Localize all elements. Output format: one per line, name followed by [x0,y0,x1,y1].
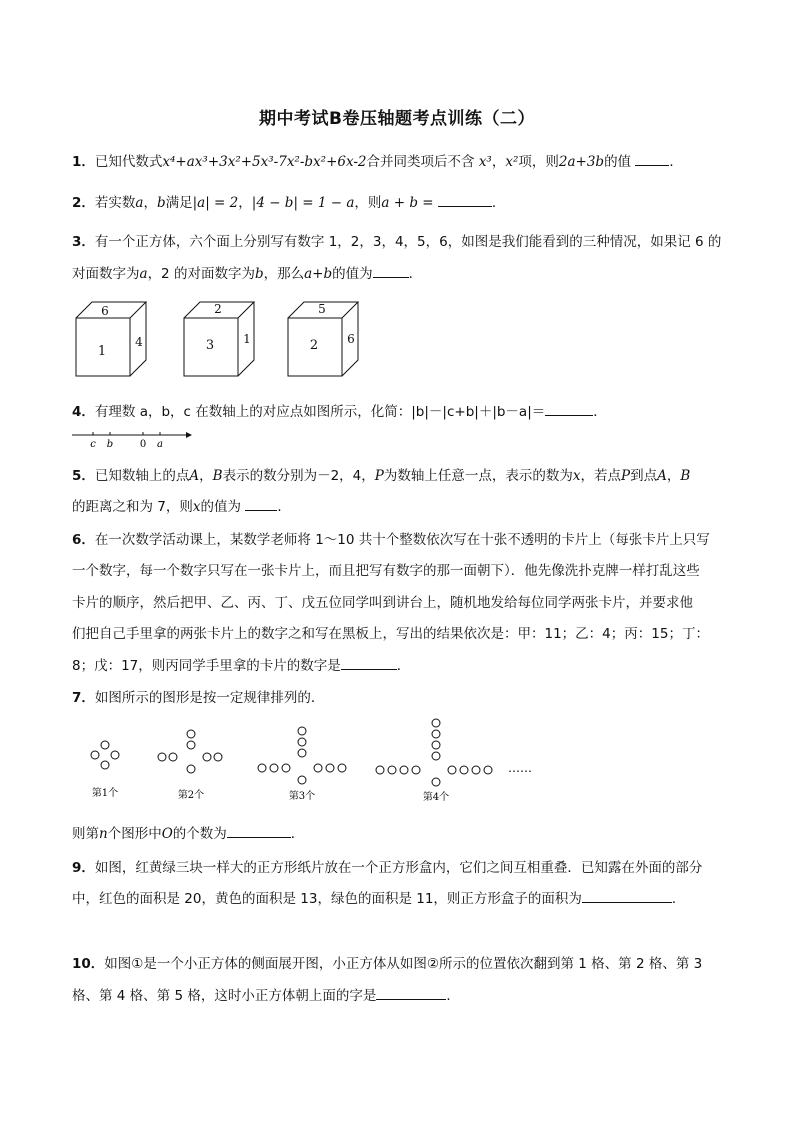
cube-2 [184,302,254,376]
circle-pattern-figure [80,712,540,806]
question-9-line-1: 9．如图，红黄绿三块一样大的正方形纸片放在一个正方形盒内，它们之间互相重叠．已知露在外面的部分 [72,860,703,876]
axis-label-c: c [90,439,96,450]
cube-1 [76,302,146,376]
question-6-line-3: 卡片的顺序，然后把甲、乙、丙、丁、戊五位同学叫到讲台上，随机地发给每位同学两张卡片，并要求他 [72,595,693,611]
arrow-icon [186,432,192,438]
question-number: 3． [72,234,95,250]
cube-1-front: 1 [97,344,107,359]
cubes-figure [72,298,372,388]
axis-label-a: a [157,439,163,450]
cube-2-top: 2 [214,302,222,316]
pattern-2 [158,730,222,773]
question-10-line-1: 10．如图①是一个小正方体的侧面展开图，小正方体从如图②所示的位置依次翻到第 1 格、第 2 格、第 3 [72,956,703,972]
pattern-3-label: 第3个 [288,791,316,802]
cube-3-side: 6 [347,332,355,346]
question-5-line-2: 的距离之和为 7，则x的值为 ． [72,499,291,515]
question-number: 9． [72,860,95,876]
answer-blank [227,825,291,838]
question-number: 5． [72,468,95,484]
question-6-line-1: 6．在一次数学活动课上，某数学老师将 1～10 共十个整数依次写在十张不透明的卡片上（每张卡片上只写 [72,532,710,548]
question-number: 10． [72,956,105,972]
pattern-1 [91,741,119,769]
polynomial: x⁴+ax³+3x²+5x³-7x²-bx²+6x-2 [162,154,367,170]
answer-blank [341,657,397,670]
axis-label-b: b [106,439,114,450]
cube-3-top: 5 [318,302,326,316]
question-7-ask: 则第n个图形中O的个数为 ． [72,826,305,842]
question-4: 4．有理数 a，b，c 在数轴上的对应点如图所示，化简：|b|－|c+b|＋|b－a|＝ ． [72,404,607,420]
answer-blank [438,194,492,207]
answer-blank [376,987,446,1000]
question-number: 2． [72,195,95,211]
question-7: 7．如图所示的图形是按一定规律排列的． [72,690,325,706]
question-number: 4． [72,404,95,420]
pattern-4 [376,719,492,786]
number-line [72,428,196,450]
pattern-4-label: 第4个 [422,792,450,803]
cube-3-front: 2 [309,338,319,353]
question-5-line-1: 5．已知数轴上的点A，B表示的数分别为－2，4，P为数轴上任意一点，表示的数为x，若点P到点A，B [72,468,691,484]
question-number: 1． [72,154,95,170]
question-1: 1．已知代数式x⁴+ax³+3x²+5x³-7x²-bx²+6x-2合并同类项后不含 x³，x²项，则2a+3b的值 ． [72,154,683,170]
cube-1-side: 4 [135,335,143,349]
cube-2-side: 1 [243,332,251,346]
pattern-1-label: 第1个 [91,788,119,799]
ellipsis: …… [508,761,532,775]
answer-blank [545,403,593,416]
question-number: 7． [72,690,95,706]
question-number: 6． [72,532,95,548]
question-3-line-2: 对面数字为a，2 的对面数字为b，那么a+b的值为 ． [72,266,423,282]
cube-3 [288,302,358,376]
question-6-line-5: 8；戊：17，则丙同学手里拿的卡片的数字是 ． [72,658,411,674]
axis-label-0: 0 [139,439,147,450]
pattern-3 [258,727,346,784]
condition-1: |a| = 2 [192,195,239,211]
answer-blank [635,153,669,166]
pattern-2-label: 第2个 [177,790,205,801]
cube-2-front: 3 [205,338,215,353]
question-6-line-2: 一个数字，每一个数字只写在一张卡片上，而且把写有数字的那一面朝下）．他先像洗扑克牌一样打乱这些 [72,563,700,579]
question-6-line-4: 们把自己手里拿的两张卡片上的数字之和写在黑板上，写出的结果依次是：甲：11；乙：4；丙：15；丁： [72,626,709,642]
question-2: 2．若实数a，b满足|a| = 2，|4 − b| = 1 − a，则a + b = ． [72,195,506,211]
question-9-line-2: 中，红色的面积是 20，黄色的面积是 13，绿色的面积是 11，则正方形盒子的面积为 ． [72,891,686,907]
answer-blank [245,498,277,511]
page-title: 期中考试B卷压轴题考点训练（二） [259,109,535,129]
answer-blank [582,890,672,903]
question-3-line-1: 3．有一个正方体，六个面上分别写有数字 1，2，3，4，5，6，如图是我们能看到的三种情况，如果记 6 的 [72,234,722,250]
answer-blank [373,265,409,278]
cube-1-top: 6 [101,304,109,318]
question-10-line-2: 格、第 4 格、第 5 格，这时小正方体朝上面的字是 ． [72,988,460,1004]
condition-2: |4 − b| = 1 − a [251,195,355,211]
